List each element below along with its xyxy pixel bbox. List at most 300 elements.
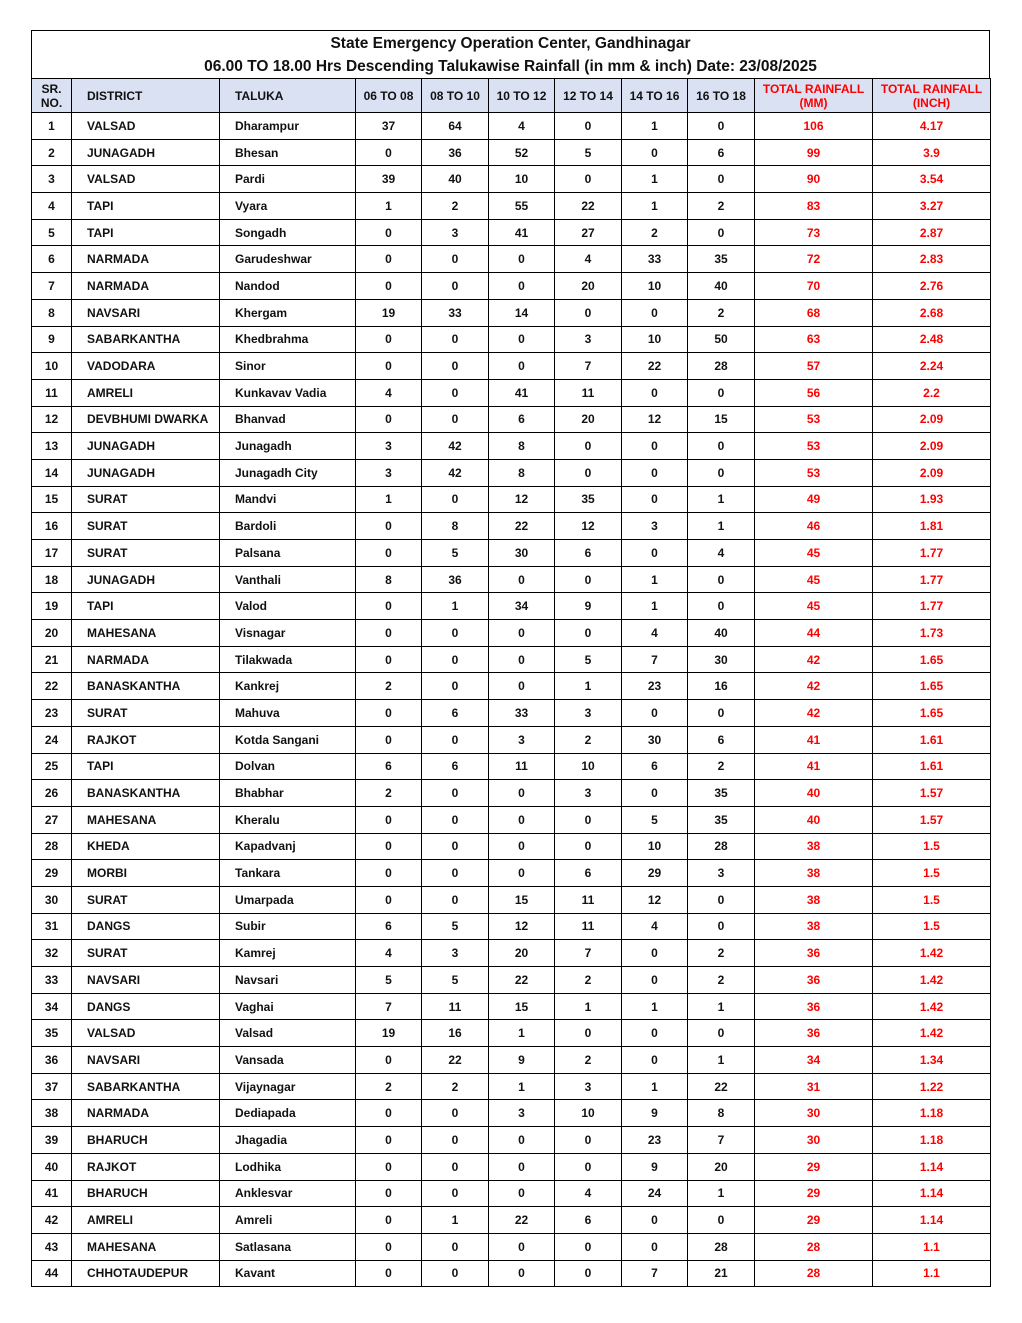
rain-12-14-cell: 0: [555, 1127, 622, 1154]
rain-08-10-cell: 0: [422, 833, 489, 860]
table-row: [32, 459, 991, 486]
rain-08-10-cell: 0: [422, 806, 489, 833]
rain-10-12-cell: 8: [489, 433, 555, 460]
table-row: [32, 139, 991, 166]
rain-14-16-cell: 23: [622, 1127, 688, 1154]
taluka-cell: Visnagar: [220, 620, 356, 647]
rain-06-08-cell: 0: [356, 620, 422, 647]
rain-16-18-cell: 0: [688, 700, 755, 727]
rain-14-16-cell: 0: [622, 540, 688, 567]
rain-08-10-cell: 0: [422, 1153, 489, 1180]
rain-10-12-cell: 4: [489, 113, 555, 140]
total-inch-cell: 1.61: [873, 753, 991, 780]
rain-10-12-cell: 0: [489, 673, 555, 700]
rain-14-16-cell: 0: [622, 780, 688, 807]
table-row: [32, 673, 991, 700]
rain-12-14-cell: 0: [555, 299, 622, 326]
table-row: [32, 379, 991, 406]
total-inch-cell: 1.18: [873, 1100, 991, 1127]
district-cell: NARMADA: [72, 273, 220, 300]
rain-12-14-cell: 0: [555, 1260, 622, 1287]
rain-12-14-cell: 3: [555, 780, 622, 807]
district-cell: MAHESANA: [72, 1233, 220, 1260]
table-row: [32, 1233, 991, 1260]
rain-16-18-cell: 35: [688, 806, 755, 833]
total-inch-cell: 1.42: [873, 967, 991, 994]
rain-06-08-cell: 0: [356, 1207, 422, 1234]
table-row: [32, 219, 991, 246]
taluka-cell: Satlasana: [220, 1233, 356, 1260]
rain-08-10-cell: 36: [422, 139, 489, 166]
table-row: [32, 1100, 991, 1127]
total-mm-cell: 53: [755, 406, 873, 433]
sr-no-cell: 38: [32, 1100, 72, 1127]
taluka-cell: Bhesan: [220, 139, 356, 166]
total-mm-cell: 38: [755, 913, 873, 940]
total-inch-cell: 1.57: [873, 780, 991, 807]
rain-14-16-cell: 10: [622, 833, 688, 860]
total-mm-cell: 42: [755, 700, 873, 727]
col-12-to-14-header: 12 TO 14: [555, 79, 622, 113]
sr-no-cell: 23: [32, 700, 72, 727]
rain-10-12-cell: 12: [489, 913, 555, 940]
total-mm-cell: 57: [755, 353, 873, 380]
rain-12-14-cell: 0: [555, 620, 622, 647]
rain-10-12-cell: 0: [489, 1260, 555, 1287]
rain-10-12-cell: 0: [489, 860, 555, 887]
rain-12-14-cell: 10: [555, 753, 622, 780]
table-row: [32, 913, 991, 940]
rain-10-12-cell: 0: [489, 326, 555, 353]
rain-14-16-cell: 29: [622, 860, 688, 887]
rain-12-14-cell: 6: [555, 540, 622, 567]
table-row: [32, 860, 991, 887]
district-cell: TAPI: [72, 593, 220, 620]
district-cell: NARMADA: [72, 646, 220, 673]
total-inch-cell: 1.65: [873, 673, 991, 700]
total-inch-cell: 1.73: [873, 620, 991, 647]
taluka-cell: Nandod: [220, 273, 356, 300]
rain-06-08-cell: 8: [356, 566, 422, 593]
rain-10-12-cell: 0: [489, 833, 555, 860]
rain-16-18-cell: 0: [688, 379, 755, 406]
rain-14-16-cell: 0: [622, 459, 688, 486]
rain-06-08-cell: 0: [356, 886, 422, 913]
table-row: [32, 1020, 991, 1047]
col-14-to-16-header: 14 TO 16: [622, 79, 688, 113]
table-row: [32, 299, 991, 326]
sr-no-cell: 37: [32, 1073, 72, 1100]
total-inch-cell: 1.1: [873, 1260, 991, 1287]
district-cell: BANASKANTHA: [72, 673, 220, 700]
total-inch-cell: 1.14: [873, 1207, 991, 1234]
rain-06-08-cell: 39: [356, 166, 422, 193]
district-cell: NAVSARI: [72, 299, 220, 326]
rain-14-16-cell: 33: [622, 246, 688, 273]
rain-16-18-cell: 7: [688, 1127, 755, 1154]
rain-12-14-cell: 2: [555, 967, 622, 994]
sr-no-cell: 36: [32, 1047, 72, 1074]
rain-06-08-cell: 0: [356, 1233, 422, 1260]
rain-10-12-cell: 12: [489, 486, 555, 513]
rain-10-12-cell: 0: [489, 1233, 555, 1260]
rain-06-08-cell: 0: [356, 1047, 422, 1074]
rain-06-08-cell: 0: [356, 1260, 422, 1287]
rain-06-08-cell: 37: [356, 113, 422, 140]
district-cell: NARMADA: [72, 1100, 220, 1127]
rain-16-18-cell: 21: [688, 1260, 755, 1287]
district-cell: DEVBHUMI DWARKA: [72, 406, 220, 433]
col-06-to-08-header: 06 TO 08: [356, 79, 422, 113]
rain-14-16-cell: 23: [622, 673, 688, 700]
taluka-cell: Vaghai: [220, 993, 356, 1020]
total-mm-cell: 99: [755, 139, 873, 166]
taluka-cell: Bhabhar: [220, 780, 356, 807]
taluka-cell: Pardi: [220, 166, 356, 193]
rain-16-18-cell: 0: [688, 593, 755, 620]
total-inch-cell: 2.09: [873, 433, 991, 460]
rain-14-16-cell: 7: [622, 1260, 688, 1287]
rain-08-10-cell: 5: [422, 540, 489, 567]
rain-14-16-cell: 1: [622, 193, 688, 220]
total-inch-cell: 1.93: [873, 486, 991, 513]
sr-no-cell: 39: [32, 1127, 72, 1154]
rain-12-14-cell: 0: [555, 433, 622, 460]
district-cell: SABARKANTHA: [72, 326, 220, 353]
total-mm-cell: 106: [755, 113, 873, 140]
sr-no-cell: 21: [32, 646, 72, 673]
rain-16-18-cell: 28: [688, 833, 755, 860]
rain-14-16-cell: 1: [622, 566, 688, 593]
rain-12-14-cell: 35: [555, 486, 622, 513]
sr-no-cell: 32: [32, 940, 72, 967]
taluka-cell: Kheralu: [220, 806, 356, 833]
taluka-cell: Tilakwada: [220, 646, 356, 673]
rain-06-08-cell: 7: [356, 993, 422, 1020]
sr-no-cell: 43: [32, 1233, 72, 1260]
district-cell: DANGS: [72, 993, 220, 1020]
rain-16-18-cell: 1: [688, 993, 755, 1020]
rain-10-12-cell: 3: [489, 726, 555, 753]
taluka-cell: Bhanvad: [220, 406, 356, 433]
rain-14-16-cell: 0: [622, 1233, 688, 1260]
district-cell: BHARUCH: [72, 1180, 220, 1207]
table-row: [32, 1073, 991, 1100]
rain-06-08-cell: 2: [356, 1073, 422, 1100]
report-subtitle: 06.00 TO 18.00 Hrs Descending Talukawise Rainfall (in mm & inch) Date: 23/08/2025: [204, 58, 817, 75]
total-inch-cell: 2.68: [873, 299, 991, 326]
district-cell: DANGS: [72, 913, 220, 940]
sr-no-cell: 29: [32, 860, 72, 887]
total-mm-cell: 53: [755, 459, 873, 486]
rain-08-10-cell: 40: [422, 166, 489, 193]
rain-08-10-cell: 42: [422, 433, 489, 460]
total-inch-cell: 1.77: [873, 566, 991, 593]
table-row: [32, 1180, 991, 1207]
rain-08-10-cell: 3: [422, 940, 489, 967]
rain-06-08-cell: 0: [356, 726, 422, 753]
rain-08-10-cell: 0: [422, 246, 489, 273]
rain-12-14-cell: 6: [555, 860, 622, 887]
total-mm-cell: 45: [755, 540, 873, 567]
rain-06-08-cell: 3: [356, 433, 422, 460]
rain-12-14-cell: 22: [555, 193, 622, 220]
total-mm-cell: 34: [755, 1047, 873, 1074]
sr-no-cell: 9: [32, 326, 72, 353]
sr-no-cell: 13: [32, 433, 72, 460]
district-cell: NARMADA: [72, 246, 220, 273]
rain-16-18-cell: 0: [688, 166, 755, 193]
total-inch-cell: 1.42: [873, 993, 991, 1020]
district-cell: SURAT: [72, 940, 220, 967]
rain-06-08-cell: 0: [356, 1180, 422, 1207]
sr-no-cell: 22: [32, 673, 72, 700]
total-inch-cell: 4.17: [873, 113, 991, 140]
taluka-cell: Amreli: [220, 1207, 356, 1234]
rain-16-18-cell: 1: [688, 486, 755, 513]
rain-14-16-cell: 5: [622, 806, 688, 833]
table-row: [32, 1047, 991, 1074]
district-cell: AMRELI: [72, 1207, 220, 1234]
rain-12-14-cell: 0: [555, 1020, 622, 1047]
rain-08-10-cell: 0: [422, 1233, 489, 1260]
table-row: [32, 726, 991, 753]
rain-12-14-cell: 11: [555, 379, 622, 406]
rain-06-08-cell: 0: [356, 1127, 422, 1154]
rain-06-08-cell: 0: [356, 593, 422, 620]
table-row: [32, 806, 991, 833]
total-inch-cell: 1.34: [873, 1047, 991, 1074]
rain-16-18-cell: 2: [688, 299, 755, 326]
rainfall-report: [31, 30, 990, 1287]
sr-no-cell: 10: [32, 353, 72, 380]
rain-10-12-cell: 8: [489, 459, 555, 486]
table-row: [32, 326, 991, 353]
total-mm-cell: 29: [755, 1180, 873, 1207]
rain-06-08-cell: 1: [356, 193, 422, 220]
total-inch-cell: 2.2: [873, 379, 991, 406]
taluka-cell: Sinor: [220, 353, 356, 380]
rain-10-12-cell: 0: [489, 353, 555, 380]
table-row: [32, 193, 991, 220]
table-row: [32, 353, 991, 380]
total-inch-cell: 2.09: [873, 459, 991, 486]
rain-12-14-cell: 3: [555, 1073, 622, 1100]
district-cell: MAHESANA: [72, 806, 220, 833]
table-body: [32, 113, 991, 1287]
rain-10-12-cell: 22: [489, 513, 555, 540]
table-row: [32, 513, 991, 540]
table-row: [32, 700, 991, 727]
total-mm-cell: 36: [755, 993, 873, 1020]
rain-12-14-cell: 4: [555, 246, 622, 273]
table-row: [32, 753, 991, 780]
total-inch-cell: 1.61: [873, 726, 991, 753]
total-mm-cell: 70: [755, 273, 873, 300]
rain-06-08-cell: 5: [356, 967, 422, 994]
sr-no-cell: 19: [32, 593, 72, 620]
rain-08-10-cell: 0: [422, 486, 489, 513]
taluka-cell: Junagadh City: [220, 459, 356, 486]
district-cell: NAVSARI: [72, 967, 220, 994]
rain-06-08-cell: 0: [356, 406, 422, 433]
rain-16-18-cell: 28: [688, 353, 755, 380]
table-row: [32, 780, 991, 807]
rain-08-10-cell: 6: [422, 700, 489, 727]
rain-08-10-cell: 6: [422, 753, 489, 780]
rain-14-16-cell: 4: [622, 620, 688, 647]
rain-16-18-cell: 2: [688, 967, 755, 994]
rain-16-18-cell: 8: [688, 1100, 755, 1127]
table-row: [32, 886, 991, 913]
rain-14-16-cell: 1: [622, 993, 688, 1020]
rain-16-18-cell: 1: [688, 1047, 755, 1074]
rain-12-14-cell: 6: [555, 1207, 622, 1234]
total-mm-cell: 72: [755, 246, 873, 273]
taluka-cell: Khedbrahma: [220, 326, 356, 353]
rainfall-table: [31, 78, 991, 1287]
total-inch-cell: 1.65: [873, 700, 991, 727]
rain-08-10-cell: 3: [422, 219, 489, 246]
rain-12-14-cell: 3: [555, 700, 622, 727]
rain-12-14-cell: 1: [555, 673, 622, 700]
rain-14-16-cell: 0: [622, 299, 688, 326]
total-mm-cell: 42: [755, 673, 873, 700]
rain-14-16-cell: 10: [622, 326, 688, 353]
rain-08-10-cell: 8: [422, 513, 489, 540]
rain-14-16-cell: 4: [622, 913, 688, 940]
col-total-mm-header: TOTAL RAINFALL (MM): [755, 79, 873, 113]
sr-no-cell: 44: [32, 1260, 72, 1287]
table-row: [32, 967, 991, 994]
total-inch-cell: 1.5: [873, 913, 991, 940]
total-mm-cell: 45: [755, 593, 873, 620]
rain-12-14-cell: 12: [555, 513, 622, 540]
rain-12-14-cell: 20: [555, 406, 622, 433]
col-08-to-10-header: 08 TO 10: [422, 79, 489, 113]
total-inch-cell: 1.5: [873, 860, 991, 887]
rain-06-08-cell: 0: [356, 806, 422, 833]
district-cell: NAVSARI: [72, 1047, 220, 1074]
rain-10-12-cell: 10: [489, 166, 555, 193]
rain-08-10-cell: 0: [422, 620, 489, 647]
rain-12-14-cell: 0: [555, 113, 622, 140]
rain-14-16-cell: 30: [622, 726, 688, 753]
rain-10-12-cell: 14: [489, 299, 555, 326]
rain-08-10-cell: 2: [422, 1073, 489, 1100]
rain-14-16-cell: 10: [622, 273, 688, 300]
total-inch-cell: 1.1: [873, 1233, 991, 1260]
rain-12-14-cell: 0: [555, 566, 622, 593]
rain-16-18-cell: 0: [688, 913, 755, 940]
rain-08-10-cell: 42: [422, 459, 489, 486]
rain-16-18-cell: 6: [688, 726, 755, 753]
rain-16-18-cell: 0: [688, 459, 755, 486]
district-cell: MAHESANA: [72, 620, 220, 647]
sr-no-cell: 25: [32, 753, 72, 780]
rain-12-14-cell: 0: [555, 459, 622, 486]
taluka-cell: Dediapada: [220, 1100, 356, 1127]
sr-no-cell: 8: [32, 299, 72, 326]
sr-no-cell: 12: [32, 406, 72, 433]
rain-12-14-cell: 20: [555, 273, 622, 300]
district-cell: VALSAD: [72, 166, 220, 193]
rain-06-08-cell: 3: [356, 459, 422, 486]
total-mm-cell: 36: [755, 967, 873, 994]
rain-16-18-cell: 0: [688, 433, 755, 460]
sr-no-cell: 42: [32, 1207, 72, 1234]
rain-16-18-cell: 50: [688, 326, 755, 353]
rain-16-18-cell: 40: [688, 620, 755, 647]
rain-08-10-cell: 0: [422, 860, 489, 887]
total-mm-cell: 41: [755, 726, 873, 753]
col-total-inch-header: TOTAL RAINFALL (INCH): [873, 79, 991, 113]
taluka-cell: Navsari: [220, 967, 356, 994]
rain-16-18-cell: 30: [688, 646, 755, 673]
rain-10-12-cell: 20: [489, 940, 555, 967]
sr-no-cell: 16: [32, 513, 72, 540]
rain-16-18-cell: 1: [688, 1180, 755, 1207]
rain-16-18-cell: 0: [688, 1020, 755, 1047]
rain-16-18-cell: 0: [688, 886, 755, 913]
rain-16-18-cell: 0: [688, 113, 755, 140]
total-mm-cell: 38: [755, 860, 873, 887]
rain-14-16-cell: 0: [622, 139, 688, 166]
rain-12-14-cell: 9: [555, 593, 622, 620]
district-cell: SURAT: [72, 886, 220, 913]
rain-14-16-cell: 0: [622, 967, 688, 994]
rain-06-08-cell: 0: [356, 540, 422, 567]
rain-14-16-cell: 9: [622, 1100, 688, 1127]
table-row: [32, 433, 991, 460]
taluka-cell: Dharampur: [220, 113, 356, 140]
total-inch-cell: 1.65: [873, 646, 991, 673]
taluka-cell: Valod: [220, 593, 356, 620]
rain-10-12-cell: 30: [489, 540, 555, 567]
sr-no-cell: 33: [32, 967, 72, 994]
sr-no-cell: 18: [32, 566, 72, 593]
taluka-cell: Mandvi: [220, 486, 356, 513]
sr-no-cell: 3: [32, 166, 72, 193]
rain-14-16-cell: 1: [622, 113, 688, 140]
rain-06-08-cell: 0: [356, 513, 422, 540]
total-inch-cell: 1.77: [873, 593, 991, 620]
rain-10-12-cell: 0: [489, 806, 555, 833]
table-row: [32, 540, 991, 567]
district-cell: RAJKOT: [72, 726, 220, 753]
rain-14-16-cell: 2: [622, 219, 688, 246]
total-inch-cell: 1.81: [873, 513, 991, 540]
taluka-cell: Garudeshwar: [220, 246, 356, 273]
rain-14-16-cell: 1: [622, 166, 688, 193]
table-row: [32, 246, 991, 273]
rain-10-12-cell: 11: [489, 753, 555, 780]
district-cell: JUNAGADH: [72, 139, 220, 166]
taluka-cell: Umarpada: [220, 886, 356, 913]
rain-06-08-cell: 2: [356, 780, 422, 807]
rain-12-14-cell: 0: [555, 1153, 622, 1180]
col-sr-no-header: SR. NO.: [32, 79, 72, 113]
taluka-cell: Kunkavav Vadia: [220, 379, 356, 406]
total-mm-cell: 44: [755, 620, 873, 647]
rain-06-08-cell: 1: [356, 486, 422, 513]
total-inch-cell: 3.27: [873, 193, 991, 220]
table-row: [32, 1207, 991, 1234]
rain-14-16-cell: 12: [622, 406, 688, 433]
district-cell: RAJKOT: [72, 1153, 220, 1180]
rain-12-14-cell: 0: [555, 1233, 622, 1260]
total-inch-cell: 1.22: [873, 1073, 991, 1100]
